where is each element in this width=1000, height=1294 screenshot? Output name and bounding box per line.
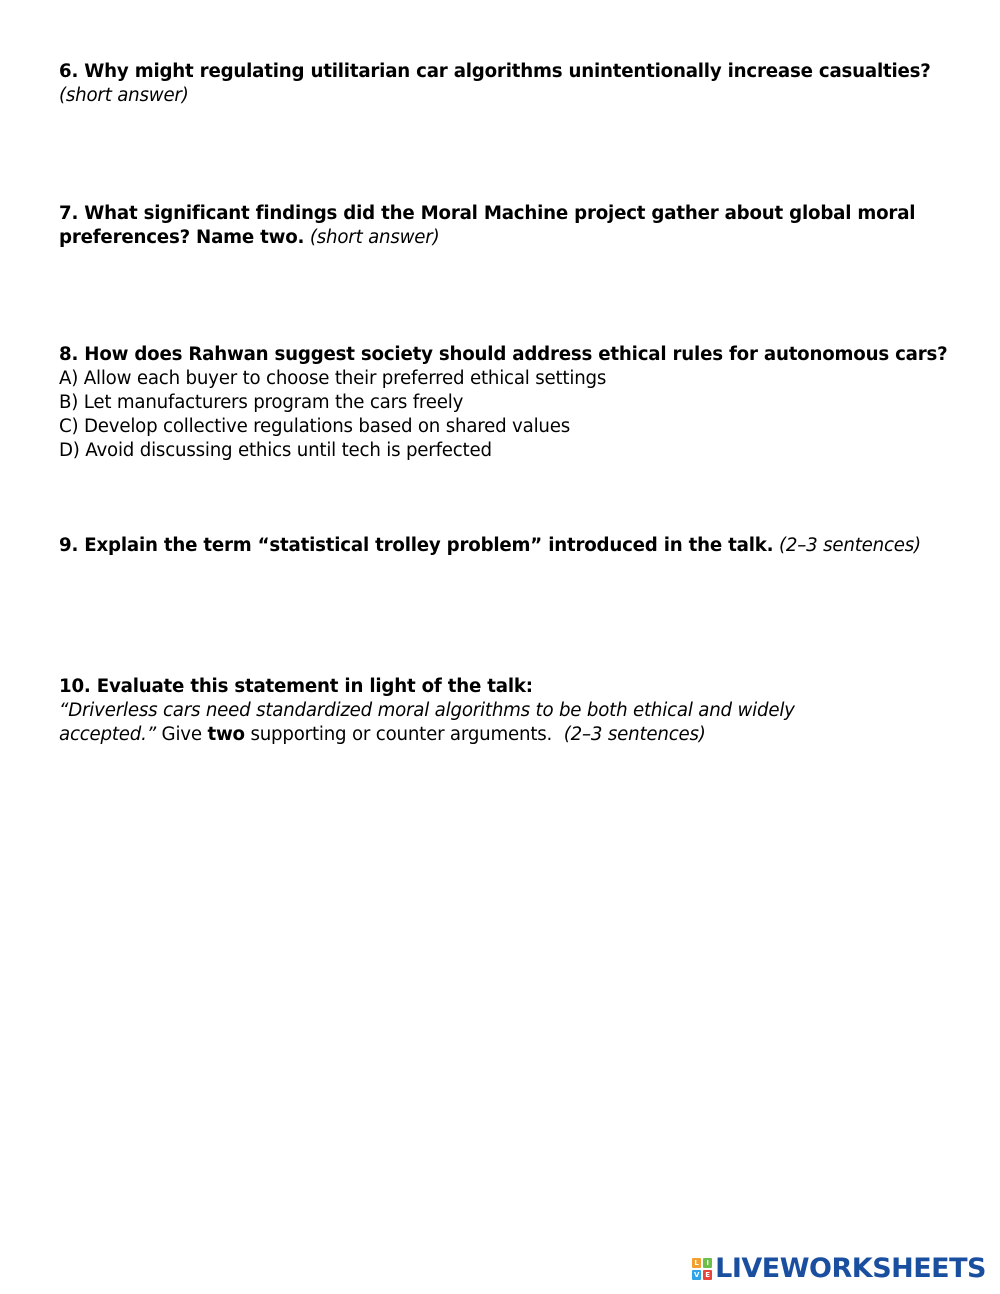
question-9-prompt: 9. Explain the term “statistical trolley problem” introduced in the talk. [59, 535, 774, 556]
question-10-rest: supporting or counter arguments. [250, 724, 553, 745]
question-8-option-c: C) Develop collective regulations based on shared values [59, 416, 571, 437]
question-10-prompt: 10. Evaluate this statement in light of the talk: [59, 676, 533, 697]
question-9-note: (2–3 sentences) [779, 535, 921, 556]
question-8-option-d: D) Avoid discussing ethics until tech is perfected [59, 440, 492, 461]
logo-block-i: I [703, 1258, 712, 1268]
question-10-quote-line1: “Driverless cars need standardized moral algorithms to be both ethical and widely [59, 700, 795, 721]
question-7-prompt-line1: 7. What significant findings did the Moral Machine project gather about global moral [59, 203, 916, 224]
question-10-note: (2–3 sentences) [563, 724, 706, 745]
question-8-option-b: B) Let manufacturers program the cars freely [59, 392, 464, 413]
question-9-row [59, 534, 921, 558]
logo-block-l: L [692, 1258, 701, 1268]
question-8-prompt: 8. How does Rahwan suggest society should address ethical rules for autonomous cars? [59, 344, 948, 365]
question-10-give: Give [161, 724, 202, 745]
logo-block-e: E [703, 1270, 712, 1280]
question-7-prompt-line2-row [59, 226, 439, 250]
question-6-prompt: 6. Why might regulating utilitarian car algorithms unintentionally increase casualties? [59, 61, 931, 82]
question-10-two: two [207, 724, 245, 745]
question-10-quote-line2: accepted.” [59, 724, 156, 745]
question-7-prompt-line2: preferences? Name two. [59, 227, 305, 248]
liveworksheets-logo-icon [692, 1258, 712, 1280]
question-10-line3 [59, 723, 706, 747]
liveworksheets-wordmark: LIVEWORKSHEETS [715, 1253, 986, 1284]
question-6-note: (short answer) [59, 85, 189, 106]
logo-block-v: V [693, 1271, 700, 1279]
question-7-note: (short answer) [309, 227, 440, 248]
liveworksheets-logo [692, 1253, 986, 1284]
question-8-option-a: A) Allow each buyer to choose their preferred ethical settings [59, 368, 607, 389]
